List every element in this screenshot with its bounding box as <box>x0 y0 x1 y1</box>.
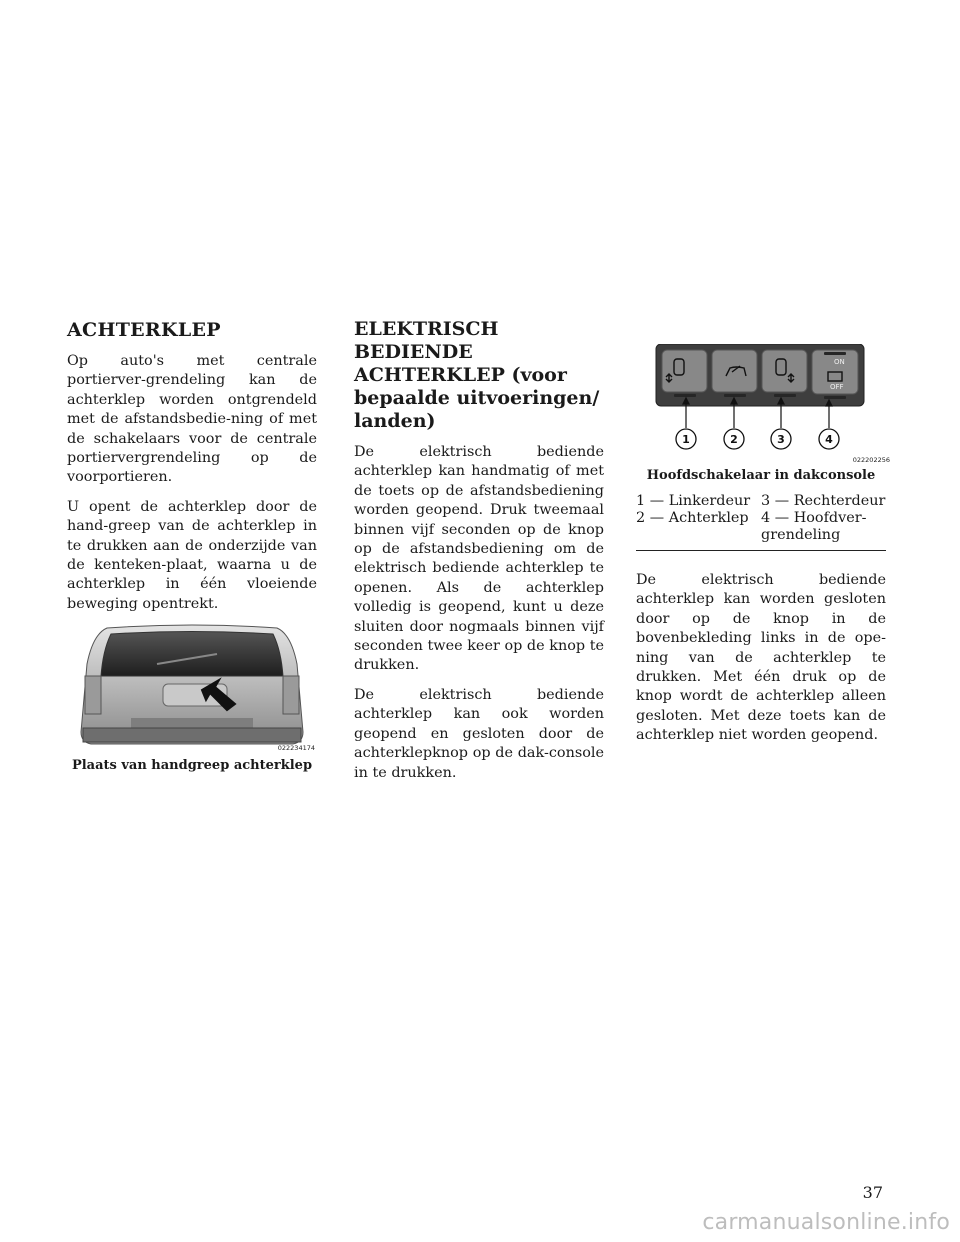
callout-3: 3 <box>777 433 785 446</box>
figure-overhead-console <box>636 344 890 464</box>
paragraph: De elektrisch bediende achterklep kan ook worden geopend en gesloten door de achterklepknop op de dak-console in te drukken. <box>354 686 604 781</box>
watermark: carmanualsonline.info <box>702 1210 950 1235</box>
callout-4: 4 <box>825 433 833 446</box>
figure-caption: Hoofdschakelaar in dakconsole <box>646 468 876 483</box>
legend-item-2: 2 — Achterklep <box>636 510 749 526</box>
legend <box>636 493 886 551</box>
paragraph: Op auto's met centrale portierver-grendeling kan de achterklep worden ontgrendeld met de afstandsbedie-ning of met de schakelaars voor de centrale portiervergrendeling op de voorportieren. <box>67 353 317 486</box>
section-title-electric-tailgate: ELEKTRISCH BEDIENDE ACHTERKLEP (voor bepaalde uitvoeringen/ landen) <box>354 318 600 432</box>
paragraph: U opent de achterklep door de hand-greep van de achterklep in te drukken aan de onderzijde van de kenteken-plaat, waarna u de achterklep in één vloeiende beweging opentrekt. <box>67 498 317 612</box>
legend-item-4: 4 — Hoofdver-grendeling <box>761 510 867 543</box>
tailgate-illustration <box>67 624 317 754</box>
callout-2: 2 <box>730 433 738 446</box>
column-left <box>67 318 317 773</box>
switch-label-on: ON <box>834 358 845 366</box>
paragraph: De elektrisch bediende achterklep kan worden gesloten door op de knop in de bovenbekleding links in de ope-ning van de achterklep te drukken. Met één druk op de knop wordt de achterklep alleen gesloten. Met deze toets kan de achterklep niet worden geopend. <box>636 572 886 744</box>
section-title-achterklep: ACHTERKLEP <box>67 319 221 341</box>
column-middle <box>354 318 604 793</box>
column-right <box>636 344 890 756</box>
figure-tailgate-handle <box>67 624 317 754</box>
paragraph: De elektrisch bediende achterklep kan handmatig of met de toets op de afstandsbediening worden geopend. Druk tweemaal binnen vijf seconden op de knop op de afstandsbediening om de elektrisch bediende achterklep te openen. Als de achterklep volledig is geopend, kunt u deze sluiten door nogmaals binnen vijf seconden twee keer op de knop te drukken. <box>354 444 604 674</box>
figure-code: 022234174 <box>277 744 315 753</box>
callout-1: 1 <box>682 433 690 446</box>
console-switch-illustration <box>636 344 886 462</box>
figure-caption: Plaats van handgreep achterklep <box>71 758 313 774</box>
page-number: 37 <box>862 1183 883 1202</box>
legend-item-1: 1 — Linkerdeur <box>636 493 751 509</box>
switch-label-off: OFF <box>830 383 844 391</box>
legend-item-3: 3 — Rechterdeur <box>761 493 886 509</box>
figure-code: 022202256 <box>852 456 890 464</box>
